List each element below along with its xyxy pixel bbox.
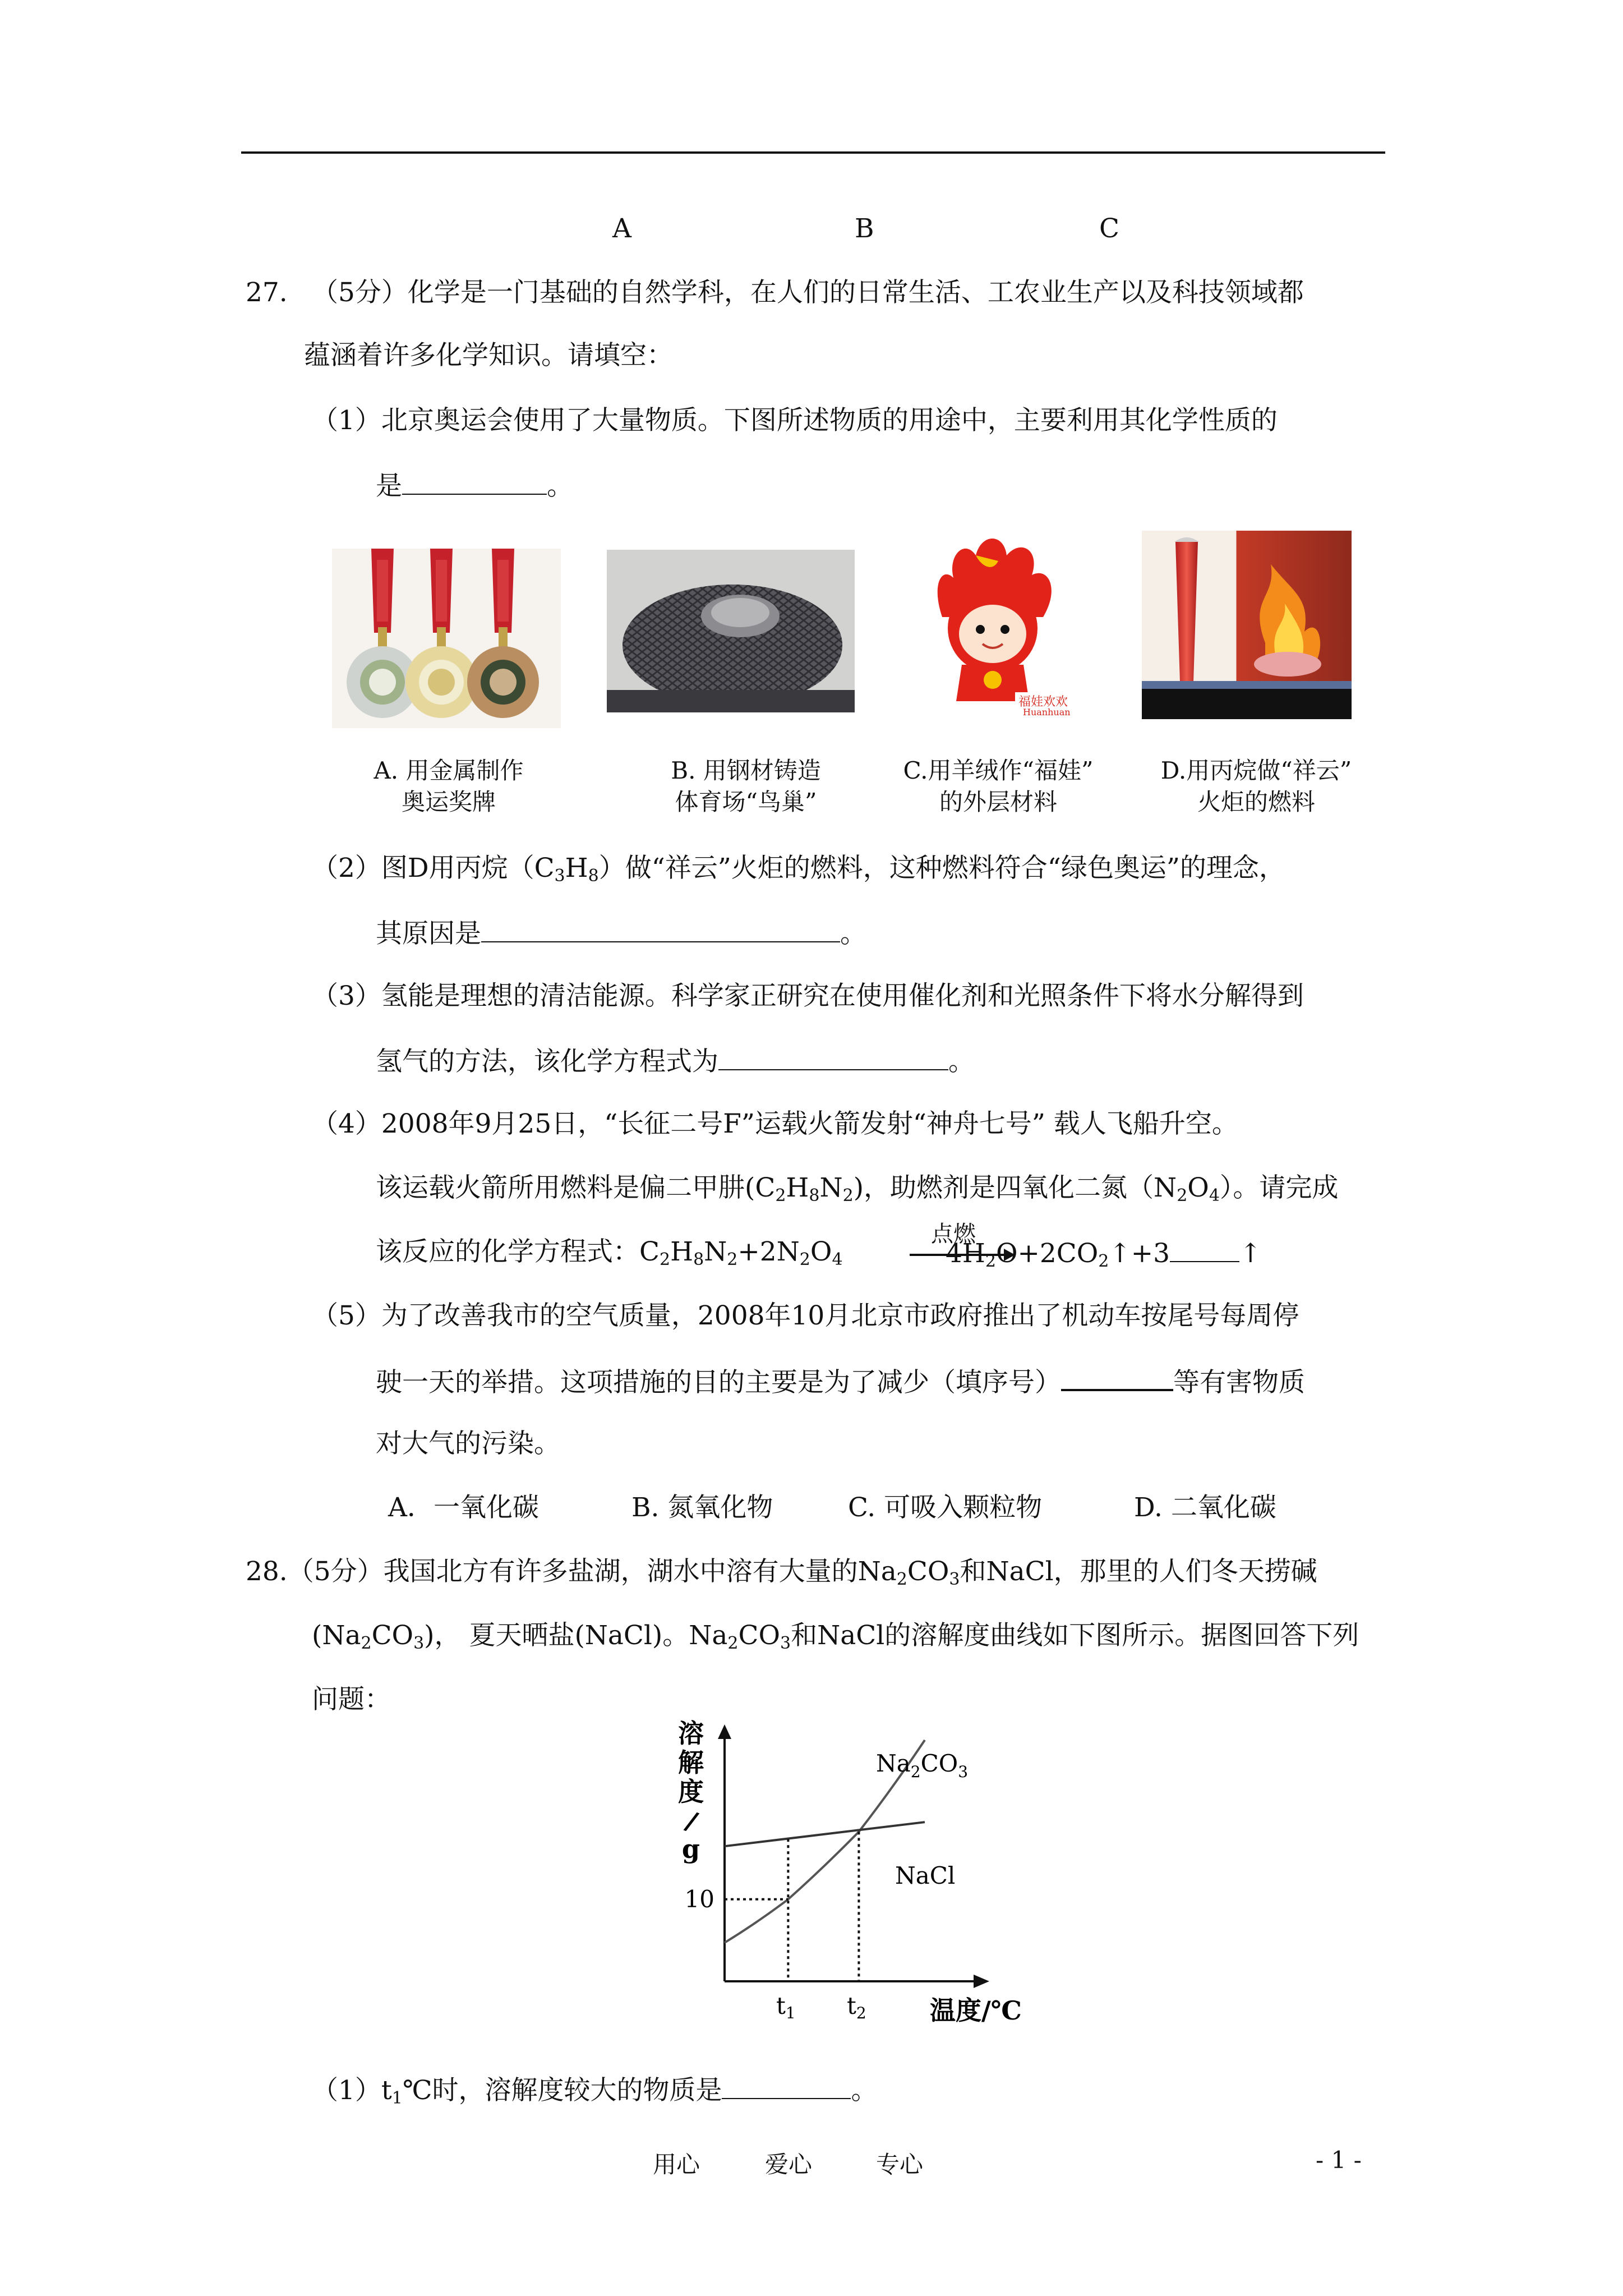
option-a[interactable]: A．一氧化碳: [388, 1492, 539, 1523]
x-axis-label: 温度/℃: [930, 1995, 1022, 2026]
fuwa-caption: 福娃欢欢: [1018, 695, 1068, 709]
caption-b-line2: 体育场“鸟巢”: [675, 788, 817, 816]
label-c: C: [1099, 213, 1119, 244]
equation-products: $4H_2O+2CO_2↑+3$ ↑: [946, 1235, 1261, 1278]
q27-intro-line2: 蕴涵着许多化学知识。请填空：: [304, 340, 673, 371]
y-axis-label-char: g: [681, 1834, 700, 1864]
y-axis-label-char: 度: [678, 1777, 704, 1807]
caption-c-line2: 的外层材料: [939, 788, 1057, 816]
answer-blank[interactable]: [402, 468, 547, 495]
series-line-nacl: [725, 1822, 925, 1846]
answer-blank[interactable]: [481, 915, 840, 942]
caption-d-line2: 火炬的燃料: [1197, 788, 1315, 816]
caption-a-line1: A. 用金属制作: [374, 757, 524, 784]
q27-p5-line1: （5）为了改善我市的空气质量，2008年10月北京市政府推出了机动车按尾号每周停: [312, 1300, 1299, 1331]
caption-b: [634, 755, 858, 818]
q27-p2-line2: 其原因是 。: [376, 915, 866, 951]
q27-p5-line2: 驶一天的举措。这项措施的目的主要是为了减少（填序号） 等有害物质: [376, 1363, 1305, 1400]
x-tick-label-t2: t2: [847, 1992, 866, 2022]
option-d[interactable]: D. 二氧化碳: [1134, 1492, 1276, 1523]
y-axis-label: [678, 1718, 704, 1864]
image-torch: [1142, 531, 1352, 719]
y-axis-arrow: [718, 1724, 731, 1739]
caption-a-line2: 奥运奖牌: [401, 788, 496, 816]
equation-reactants: 该反应的化学方程式：$C_2H_8N_2+2N_2O_4$: [376, 1236, 843, 1269]
y-tick-label: 10: [684, 1885, 714, 1913]
caption-c-line1: C.用羊绒作“福娃”: [903, 757, 1094, 784]
footer-text-3: 专心: [876, 2151, 924, 2178]
q27-p4-line1: （4）2008年9月25日，“长征二号F”运载火箭发射“神舟七号” 载人飞船升空。: [312, 1108, 1238, 1139]
torch-graphic: [1142, 531, 1352, 719]
image-birds-nest: [607, 550, 855, 712]
caption-b-line1: B. 用钢材铸造: [671, 757, 821, 784]
legend-nacl: NaCl: [895, 1862, 956, 1889]
label-a: A: [612, 213, 631, 244]
option-b[interactable]: B. 氮氧化物: [631, 1492, 773, 1523]
footer-text-2: 爱心: [765, 2151, 813, 2178]
q28-line2: $(Na_2CO_3)$， 夏天晒盐(NaCl)。$Na_2CO_3$和NaCl的溶解度曲线如下图所示。据图回答下列: [312, 1620, 1359, 1653]
page-number: - 1 -: [1316, 2146, 1362, 2174]
caption-d: [1138, 755, 1374, 818]
image-olympic-medals: [332, 549, 561, 728]
caption-c: [880, 755, 1116, 818]
q28-line1: 28.（5分）我国北方有许多盐湖，湖水中溶有大量的$Na_2CO_3$和NaCl，那里的人们冬天捞碱: [246, 1556, 1317, 1589]
header-rule: [241, 151, 1385, 154]
q27-p1-line1: （1）北京奥运会使用了大量物质。下图所述物质的用途中，主要利用其化学性质的: [312, 405, 1278, 436]
x-axis-arrow: [974, 1975, 989, 1988]
medals-graphic: [332, 549, 561, 728]
guide-lines: [725, 1832, 859, 1981]
fuwa-caption-en: Huanhuan: [1023, 707, 1071, 717]
equation-condition: 点燃: [931, 1221, 976, 1247]
caption-a: [336, 755, 561, 818]
option-c[interactable]: C. 可吸入颗粒物: [848, 1492, 1043, 1523]
solubility-chart: [662, 1717, 1054, 2031]
footer-text-1: 用心: [653, 2151, 700, 2178]
label-b: B: [855, 213, 874, 244]
q27-p3-line1: （3）氢能是理想的清洁能源。科学家正研究在使用催化剂和光照条件下将水分解得到: [312, 981, 1304, 1011]
caption-d-line1: D.用丙烷做“祥云”: [1160, 757, 1352, 784]
fuwa-graphic: [909, 533, 1082, 718]
x-tick-label-t1: t1: [776, 1992, 796, 2022]
q28-line3: 问题：: [312, 1684, 391, 1715]
q27-p3-line2: 氢气的方法，该化学方程式为 。: [376, 1043, 975, 1079]
q28-p1: $(1)t_1℃$时，溶解度较大的物质是 。: [312, 2072, 877, 2115]
q27-p5-line3: 对大气的污染。: [376, 1428, 560, 1459]
birds-nest-graphic: [607, 550, 855, 712]
q27-intro-line1: （5分）化学是一门基础的自然学科，在人们的日常生活、工农业生产以及科技领域都: [312, 277, 1304, 308]
answer-blank[interactable]: [1061, 1363, 1173, 1391]
image-fuwa: [909, 533, 1082, 718]
y-axis-label-char: /: [682, 1805, 702, 1837]
q27-number: 27.: [246, 277, 288, 308]
legend-na2co3: $Na_2CO_3$: [876, 1750, 969, 1781]
answer-blank[interactable]: [1170, 1235, 1239, 1262]
answer-blank[interactable]: [722, 2072, 851, 2099]
y-axis-label-char: 溶: [678, 1718, 704, 1749]
q27-p2-line1: （2）图D用丙烷$(C_3H_8)$做“祥云”火炬的燃料，这种燃料符合“绿色奥运”的理念，: [312, 853, 1285, 886]
answer-blank[interactable]: [718, 1043, 948, 1070]
y-axis-label-char: 解: [678, 1747, 704, 1778]
q27-p4-line2: 该运载火箭所用燃料是偏二甲肼$(C_2H_8N_2)$，助燃剂是四氧化二氮$(N_2O_4)$。请完成: [376, 1172, 1339, 1205]
q27-p1-line2: 是 。: [376, 468, 573, 503]
